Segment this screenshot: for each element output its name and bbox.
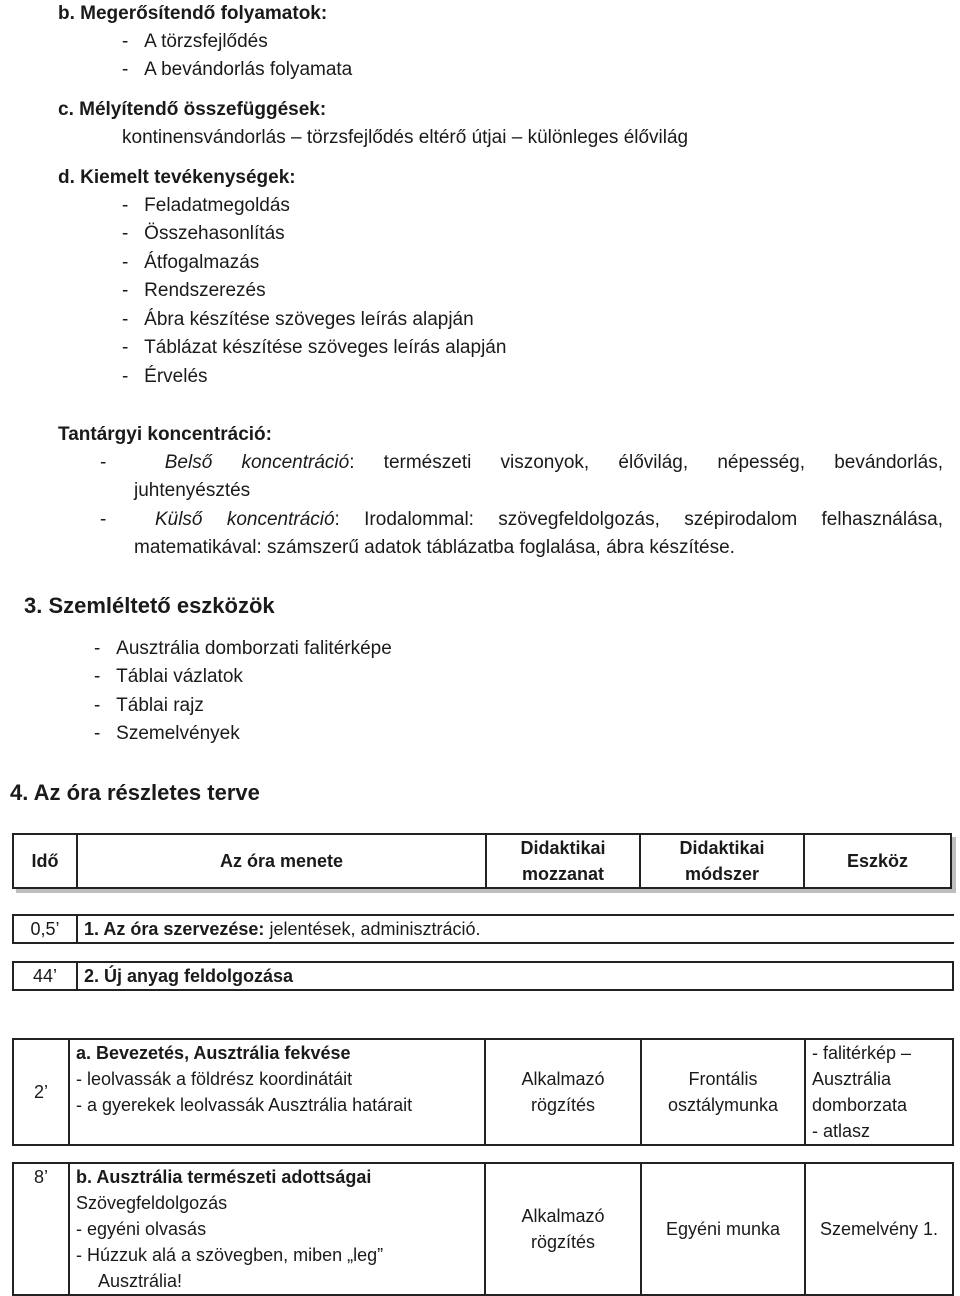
outer-concentration-cont: matematikával: számszerű adatok táblázatba foglalása, ábra készítése.: [134, 537, 735, 558]
section-d-item: - Táblázat készítése szöveges leírás alapján: [122, 337, 507, 358]
row-content: 2. Új anyag feldolgozása: [77, 962, 953, 990]
teaching-aid-item: - Szemelvények: [94, 723, 240, 744]
lesson-plan-header: [12, 833, 952, 889]
section-d-item: - Átfogalmazás: [122, 252, 260, 273]
outer-concentration: - Külső koncentráció: Irodalommal: szövegfeldolgozás, szépirodalom felhasználása,: [100, 509, 943, 530]
section-3-title: 3. Szemléltető eszközök: [24, 593, 275, 618]
section-d-item: - Érvelés: [122, 366, 208, 387]
header-time: Idő: [13, 834, 77, 888]
section-b-item: - A bevándorlás folyamata: [122, 59, 353, 80]
section-d-item: - Ábra készítése szöveges leírás alapján: [122, 309, 474, 330]
section-d-item: - Rendszerezés: [122, 280, 266, 301]
row-time: 0,5’: [13, 915, 77, 943]
row-section-b: [12, 1162, 954, 1296]
header-didactic-method: Didaktikai módszer: [640, 834, 804, 888]
row-time: 2’: [13, 1039, 69, 1145]
header-tool: Eszköz: [804, 834, 951, 888]
row-content: a. Bevezetés, Ausztrália fekvése - leolvassák a földrész koordinátáit - a gyerekek leolvassák Ausztrália határait: [69, 1039, 485, 1145]
row-didactic-method: Egyéni munka: [641, 1163, 805, 1295]
row-tool: - falitérkép – Ausztrália domborzata - atlasz: [805, 1039, 953, 1145]
section-d-item: - Összehasonlítás: [122, 223, 285, 244]
inner-concentration: - Belső koncentráció: természeti viszonyok, élővilág, népesség, bevándorlás,: [100, 452, 943, 473]
inner-concentration-cont: juhtenyésztés: [134, 480, 251, 501]
row-content: 1. Az óra szervezése: jelentések, adminisztráció.: [77, 915, 954, 943]
row-new-material: [12, 961, 954, 991]
header-course: Az óra menete: [77, 834, 486, 888]
row-tool: Szemelvény 1.: [805, 1163, 953, 1295]
section-d-item: - Feladatmegoldás: [122, 195, 290, 216]
row-content: b. Ausztrália természeti adottságai Szövegfeldolgozás - egyéni olvasás - Húzzuk alá a szövegben, miben „leg” Ausztrália!: [69, 1163, 485, 1295]
concentration-title: Tantárgyi koncentráció:: [58, 424, 272, 445]
teaching-aid-item: - Táblai rajz: [94, 695, 204, 716]
section-c-title: c. Mélyítendő összefüggések:: [58, 99, 327, 120]
row-didactic-method: Frontális osztálymunka: [641, 1039, 805, 1145]
row-time: 8’: [13, 1163, 69, 1295]
section-b-item: - A törzsfejlődés: [122, 31, 268, 52]
teaching-aid-item: - Táblai vázlatok: [94, 666, 243, 687]
section-d-title: d. Kiemelt tevékenységek:: [58, 167, 296, 188]
section-4-title: 4. Az óra részletes terve: [10, 780, 260, 805]
teaching-aid-item: - Ausztrália domborzati falitérképe: [94, 638, 392, 659]
row-didactic-moment: Alkalmazó rögzítés: [485, 1163, 641, 1295]
row-section-a: [12, 1038, 954, 1146]
section-b-title: b. Megerősítendő folyamatok:: [58, 3, 328, 24]
row-organization: [12, 914, 954, 944]
row-time: 44’: [13, 962, 77, 990]
section-c-text: kontinensvándorlás – törzsfejlődés eltérő útjai – különleges élővilág: [122, 127, 689, 148]
row-didactic-moment: Alkalmazó rögzítés: [485, 1039, 641, 1145]
header-didactic-moment: Didaktikai mozzanat: [486, 834, 640, 888]
